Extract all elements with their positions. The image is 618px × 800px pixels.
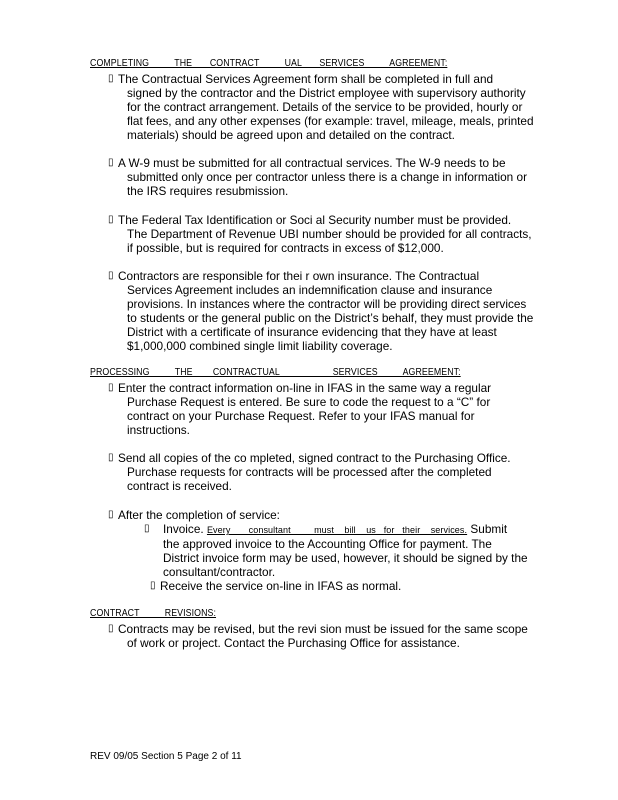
text-line: instructions. [127, 423, 190, 437]
paragraph-invoice [144, 522, 528, 579]
text-line: Send all copies of the co mpleted, signed contract to the Purchasing Office. [118, 451, 511, 465]
text-line: for the contract arrangement. Details of the service to be provided, hourly or [127, 100, 523, 114]
text-line: if possible, but is required for contracts in excess of $12,000. [127, 241, 444, 255]
text-line: District with a certificate of insurance evidencing that they have at least [127, 325, 497, 339]
paragraph-receive [150, 579, 402, 593]
text-line: provisions. In instances where the contractor will be providing direct services [127, 297, 527, 311]
page-footer: REV 09/05 Section 5 Page 2 of 11 [90, 751, 242, 762]
text-line: The Department of Revenue UBI number should be provided for all contracts, [127, 227, 532, 241]
paragraph-insurance [108, 269, 534, 353]
text-line: The Federal Tax Identification or Soci al Security number must be provided. [118, 213, 512, 227]
text-line: Contracts may be revised, but the revi sion must be issued for the same scope [118, 622, 528, 636]
text-line: After the completion of service: [118, 508, 280, 522]
text-line: the approved invoice to the Accounting Office for payment. The [163, 537, 492, 551]
text-line: Purchase Request is entered. Be sure to code the request to a “C” for [127, 395, 491, 409]
paragraph-tax-id [108, 213, 532, 255]
text-line: submitted only once per contractor unless there is a change in information or [127, 170, 527, 184]
section-heading-processing: PROCESSING THE CONTRACTUAL SERVICES AGREEMENT: [90, 367, 461, 378]
text-line: Enter the contract information on-line in IFAS in the same way a regular [118, 381, 492, 395]
invoice-narrow-text: Every consultant must bill us for their services. [206, 525, 468, 535]
invoice-submit: Submit [470, 522, 508, 536]
paragraph-after-completion [108, 508, 280, 522]
text-line: contract is received. [127, 479, 232, 493]
text-line: contract on your Purchase Request. Refer to your IFAS manual for [127, 409, 475, 423]
invoice-label: Invoice. [163, 522, 204, 536]
text-line: of work or project. Contact the Purchasing Office for assistance. [127, 636, 460, 650]
text-line: Contractors are responsible for thei r own insurance. The Contractual [118, 269, 480, 283]
bullet-icon: ▯ [108, 157, 114, 168]
bullet-icon: ▯ [108, 270, 114, 281]
text-line: Receive the service on-line in IFAS as normal. [160, 579, 402, 593]
text-line [163, 522, 528, 537]
text-line: signed by the contractor and the District employee with supervisory authority [127, 86, 526, 100]
paragraph-revisions [108, 622, 528, 650]
text-line: to students or the general public on the District’s behalf, they must provide the [127, 311, 534, 325]
bullet-icon: ▯ [108, 623, 114, 634]
paragraph-w9 [108, 156, 527, 198]
bullet-icon: ▯ [108, 382, 114, 393]
section-heading-completing: COMPLETING THE CONTRACT UAL SERVICES AGREEMENT: [90, 58, 448, 69]
text-line: A W-9 must be submitted for all contractual services. The W-9 needs to be [118, 156, 506, 170]
text-line: The Contractual Services Agreement form shall be completed in full and [118, 72, 494, 86]
text-line: the IRS requires resubmission. [127, 184, 289, 198]
paragraph-enter-online [108, 381, 492, 437]
text-line: Services Agreement includes an indemnification clause and insurance [127, 283, 493, 297]
bullet-icon: ▯ [108, 509, 114, 520]
text-line: materials) should be agreed upon and detailed on the contract. [127, 128, 455, 142]
text-line: consultant/contractor. [163, 565, 276, 579]
bullet-icon: ▯ [108, 73, 114, 84]
text-line: District invoice form may be used, however, it should be signed by the [163, 551, 528, 565]
text-line: $1,000,000 combined single limit liability coverage. [127, 339, 393, 353]
bullet-icon: ▯ [108, 452, 114, 463]
paragraph-send-copies [108, 451, 511, 493]
bullet-icon: ▯ [144, 523, 150, 534]
bullet-icon: ▯ [108, 214, 114, 225]
bullet-icon: ▯ [150, 580, 156, 591]
text-line: Purchase requests for contracts will be processed after the completed [127, 465, 492, 479]
section-heading-revisions: CONTRACT REVISIONS: [90, 608, 217, 619]
text-line: flat fees, and any other expenses (for example: travel, mileage, meals, printed [127, 114, 534, 128]
paragraph-agreement-completion [108, 72, 534, 142]
